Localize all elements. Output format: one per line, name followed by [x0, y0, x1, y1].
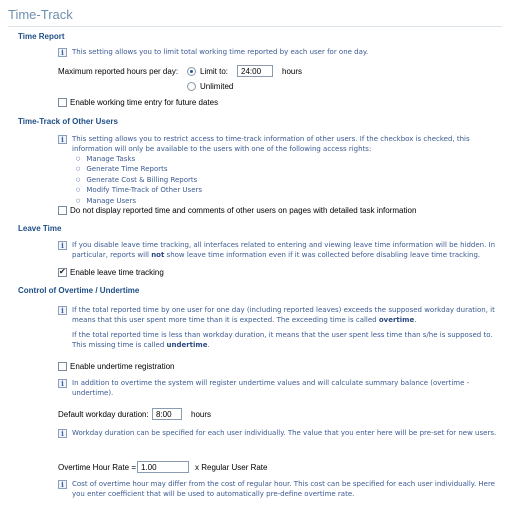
info-icon: i [58, 379, 67, 388]
limit-hours-unit: hours [282, 67, 303, 76]
list-item: ○ Manage Tasks [76, 155, 202, 165]
list-item: ○ Manage Users [76, 197, 202, 207]
section-title-overtime: Control of Overtime / Undertime [18, 286, 140, 295]
unlimited-radio[interactable] [187, 82, 196, 91]
undertime-label: Enable undertime registration [70, 362, 175, 371]
list-item: ○ Generate Time Reports [76, 165, 202, 175]
leave-time-label: Enable leave time tracking [70, 268, 164, 277]
other-users-info: This setting allows you to restrict access to time-track information of other users. If the checkbox is checked, this information will only be available to the users with one of the following access rights: [72, 135, 470, 153]
overtime-rate-info: Cost of overtime hour may differ from the cost of regular hour. This cost can be specified for each user individually. Here you enter coefficient that will be used to automatically pre-define overtime rate. [72, 480, 495, 498]
info-icon: i [58, 135, 67, 144]
limit-hours-input[interactable] [237, 65, 273, 77]
page-title: Time-Track [8, 7, 73, 22]
future-dates-checkbox[interactable] [58, 98, 67, 107]
workday-duration-label: Default workday duration: [58, 410, 149, 419]
info-icon: i [58, 480, 67, 489]
max-hours-label: Maximum reported hours per day: [58, 67, 179, 76]
leave-time-info: If you disable leave time tracking, all interfaces related to entering and viewing leave time information will be hidden. In particular, reports will not show leave time information even if it was collected before disabling leave time tracking. [72, 241, 496, 259]
info-icon: i [58, 429, 67, 438]
limit-to-radio[interactable] [187, 67, 196, 76]
workday-duration-unit: hours [191, 410, 212, 419]
title-divider [8, 26, 502, 27]
time-report-info: This setting allows you to limit total working time reported by each user for one day. [72, 48, 369, 56]
unlimited-label: Unlimited [200, 82, 234, 91]
overtime-rate-label: Overtime Hour Rate = [58, 463, 137, 472]
section-title-other-users: Time-Track of Other Users [18, 117, 118, 126]
workday-duration-input[interactable] [152, 408, 182, 420]
hide-other-users-label: Do not display reported time and comments of other users on pages with detailed task information [70, 206, 417, 215]
access-rights-list [76, 155, 202, 207]
section-title-time-report: Time Report [18, 32, 65, 41]
limit-to-label: Limit to: [200, 67, 229, 76]
info-icon: i [58, 48, 67, 57]
section-title-leave-time: Leave Time [18, 224, 62, 233]
overtime-info: If the total reported time by one user for one day (including reported leaves) exceeds the supposed workday duration, it means that this user spent more time than it is expected. The exceeding time is called overtime. [72, 306, 495, 324]
overtime-rate-suffix: x Regular User Rate [195, 463, 268, 472]
list-item: ○ Generate Cost & Billing Reports [76, 176, 202, 186]
info-icon: i [58, 241, 67, 250]
hide-other-users-checkbox[interactable] [58, 206, 67, 215]
workday-duration-info: Workday duration can be specified for each user individually. The value that you enter here will be pre-set for new users. [72, 429, 497, 437]
leave-time-checkbox[interactable] [58, 268, 67, 277]
undertime-checkbox[interactable] [58, 362, 67, 371]
undertime-info: If the total reported time is less than workday duration, it means that the user spent less time than s/he is supposed to. This missing time is called undertime. [72, 331, 493, 349]
future-dates-label: Enable working time entry for future dates [70, 98, 219, 107]
info-icon: i [58, 306, 67, 315]
overtime-rate-input[interactable] [137, 461, 189, 473]
list-item: ○ Modify Time-Track of Other Users [76, 186, 202, 196]
undertime-registration-info: In addition to overtime the system will register undertime values and will calculate summary balance (overtime - undertime). [72, 379, 470, 397]
